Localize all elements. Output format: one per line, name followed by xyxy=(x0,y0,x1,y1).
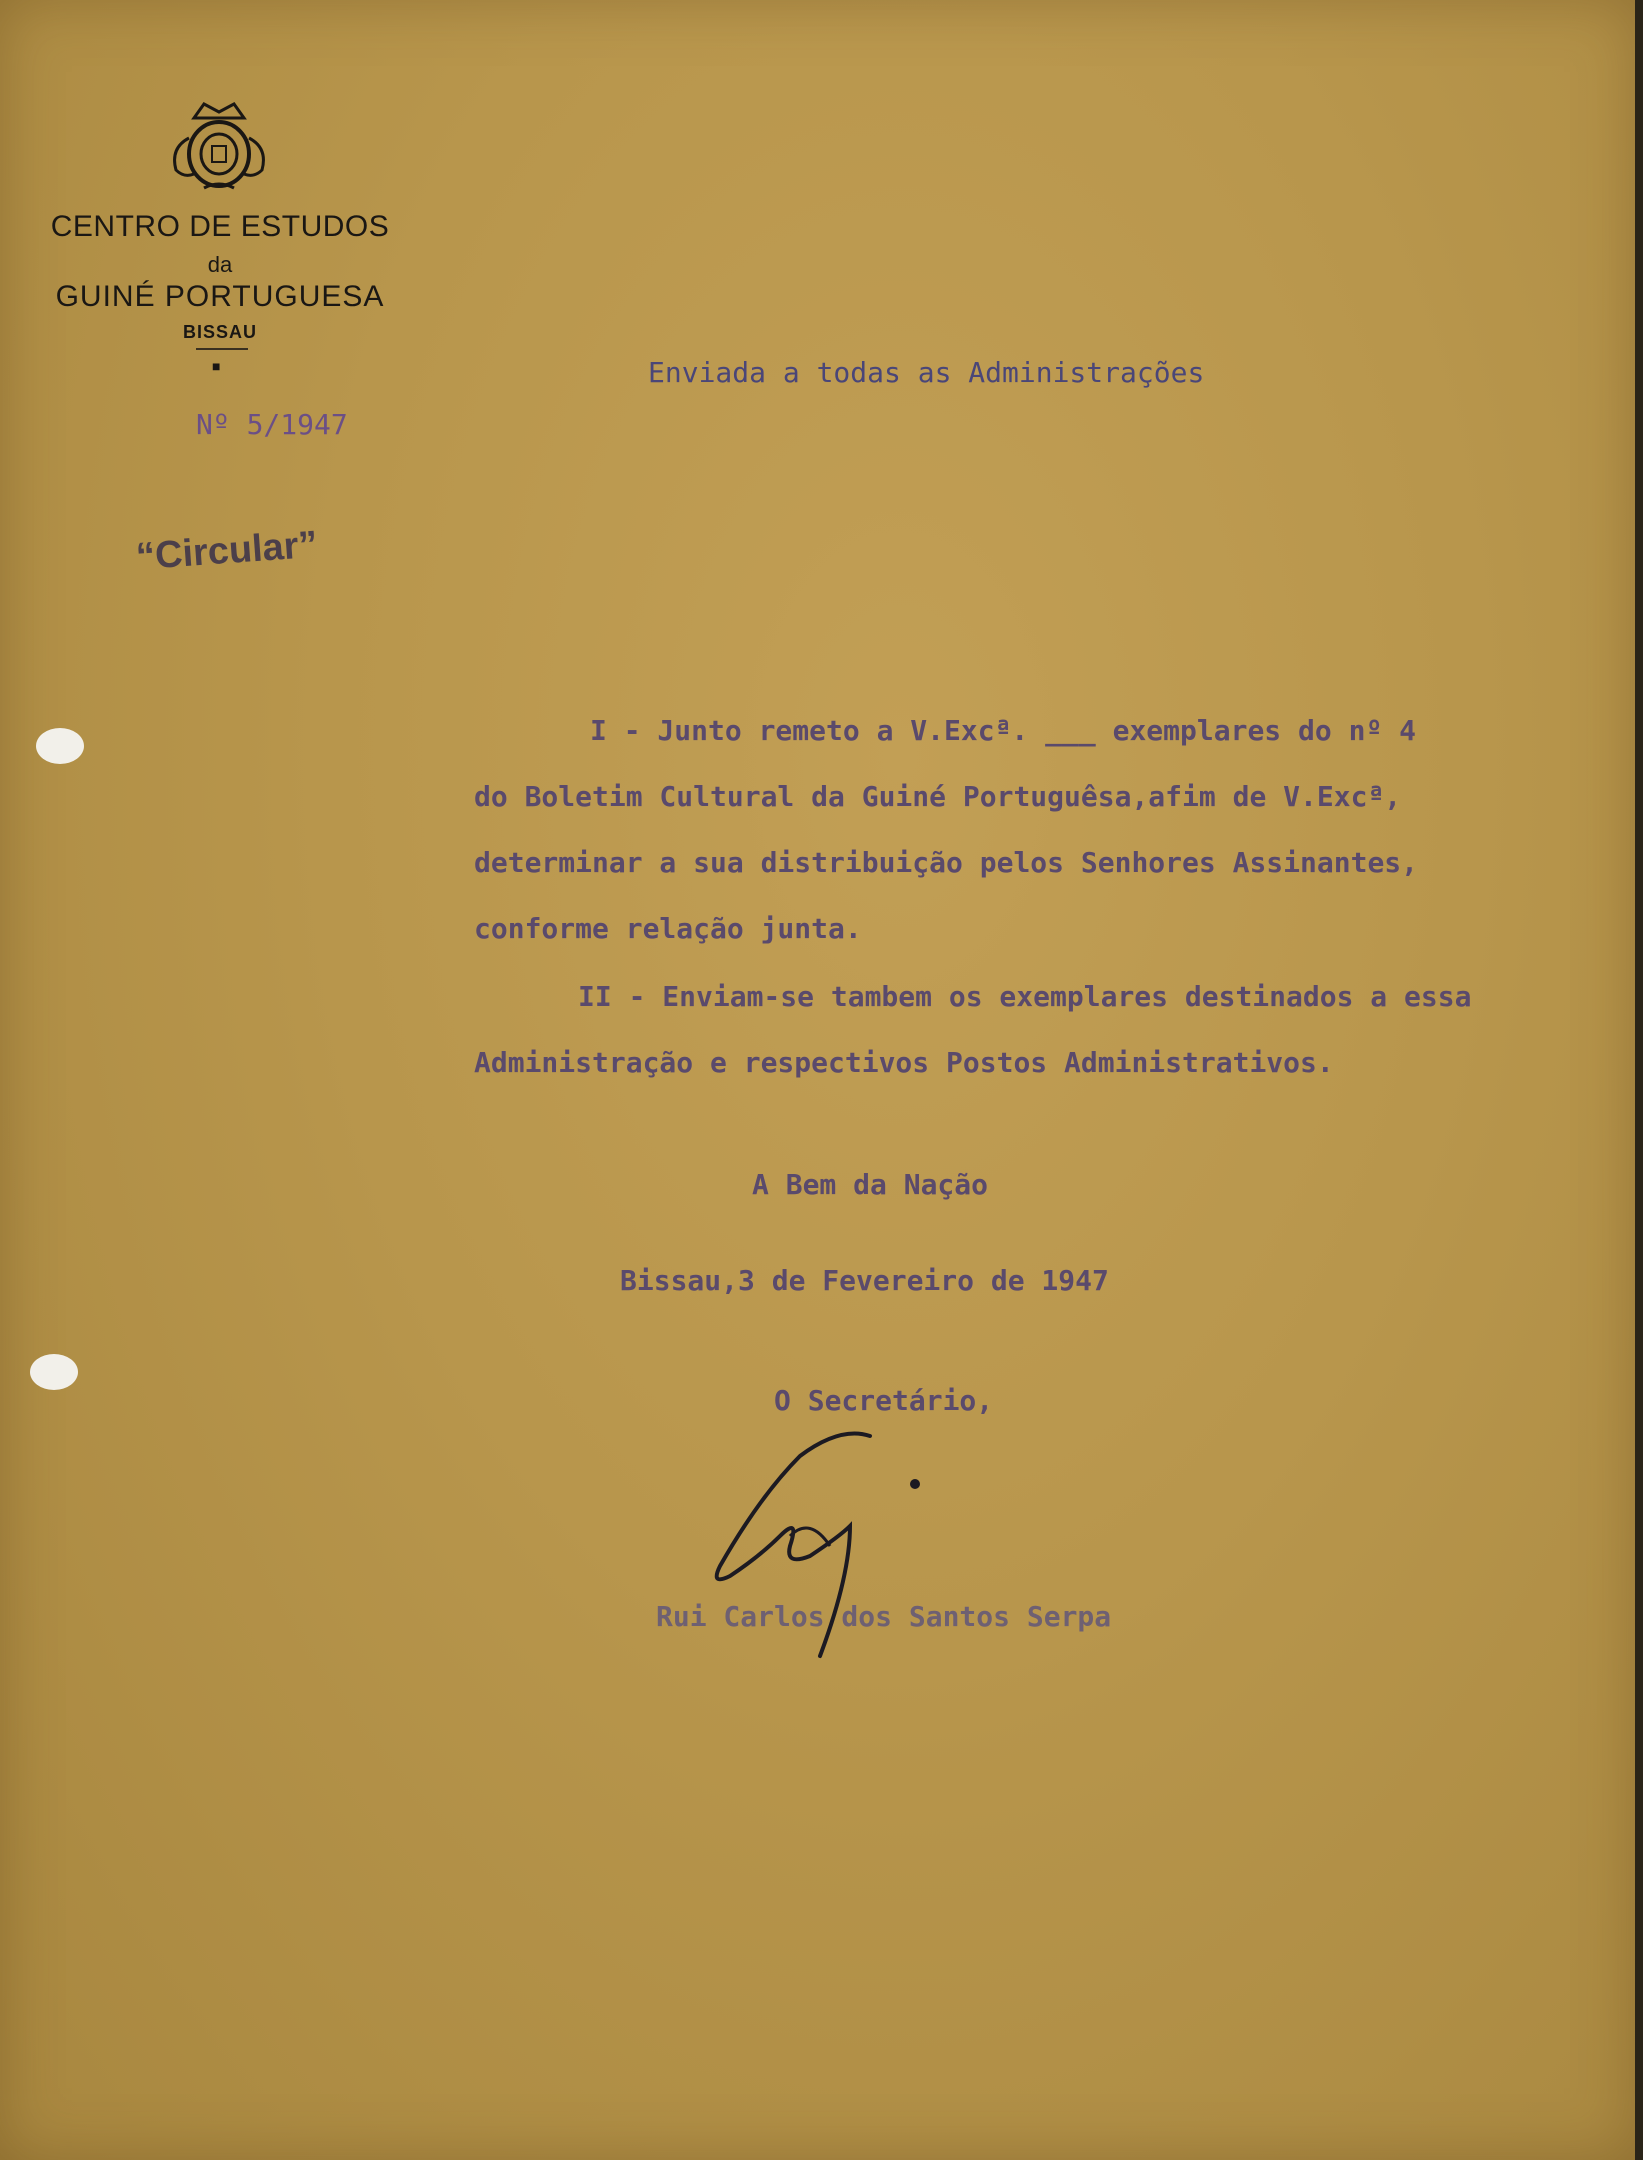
circular-stamp: “Circular” xyxy=(134,523,319,579)
letterhead-connector: da xyxy=(207,252,233,277)
destination-note: Enviada a todas as Administrações xyxy=(648,356,1205,389)
body-line-3: determinar a sua distribuição pelos Senhores Assinantes, xyxy=(474,846,1419,879)
closing-salutation: A Bem da Nação xyxy=(752,1168,989,1201)
coat-of-arms-icon xyxy=(164,98,274,194)
signatory-title: O Secretário, xyxy=(774,1384,994,1417)
letterhead-ornament-icon: ■ xyxy=(212,358,221,374)
body-line-6: Administração e respectivos Postos Administrativos. xyxy=(474,1046,1334,1079)
body-line-1: I - Junto remeto a V.Excª. ___ exemplares do nº 4 xyxy=(590,714,1417,747)
punch-hole xyxy=(30,1354,78,1390)
letterhead-region: GUINÉ PORTUGUESA xyxy=(55,280,385,313)
background-edge xyxy=(1635,0,1643,2160)
body-line-2: do Boletim Cultural da Guiné Portuguêsa,afim de V.Excª, xyxy=(474,780,1402,813)
letter-date: Bissau,3 de Fevereiro de 1947 xyxy=(620,1264,1109,1297)
reference-number: Nº 5/1947 xyxy=(196,408,348,441)
signatory-name: Rui Carlos dos Santos Serpa xyxy=(656,1600,1112,1633)
letterhead-city: BISSAU xyxy=(182,322,257,342)
letterhead-org-name: CENTRO DE ESTUDOS xyxy=(50,210,390,243)
body-line-5: II - Enviam-se tambem os exemplares destinados a essa xyxy=(578,980,1472,1013)
letterhead-divider xyxy=(196,348,248,350)
body-line-4: conforme relação junta. xyxy=(474,912,862,945)
punch-hole xyxy=(36,728,84,764)
